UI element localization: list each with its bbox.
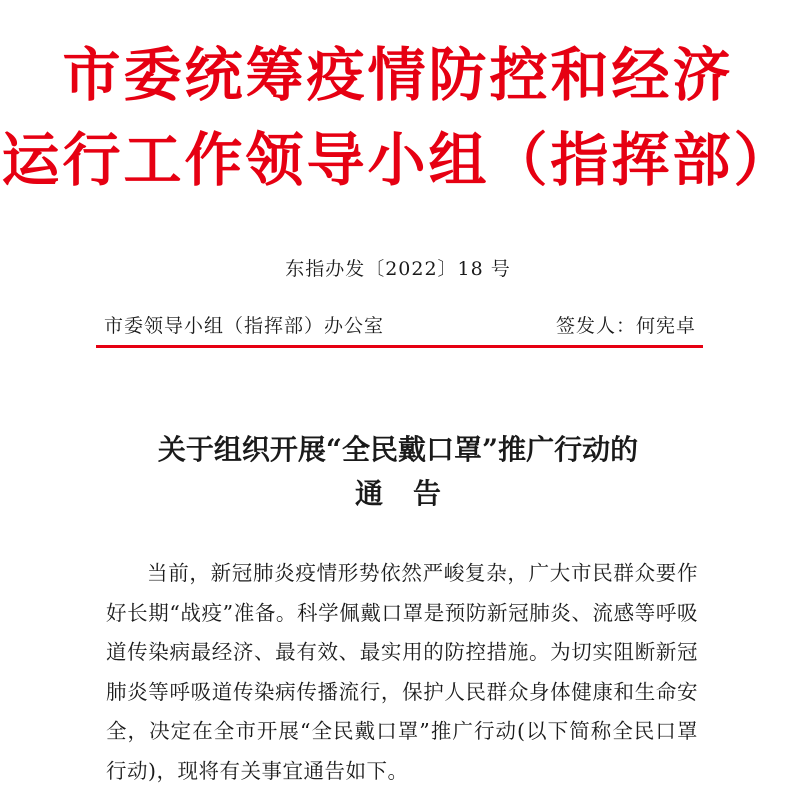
red-divider-line bbox=[96, 345, 703, 348]
signer: 签发人：何宪卓 bbox=[555, 315, 696, 337]
document-header-title-line-1: 市委统筹疫情防控和经济 bbox=[62, 41, 734, 109]
document-number: 东指办发〔2022〕18 号 bbox=[285, 258, 511, 280]
notice-title-line-1: 关于组织开展“全民戴口罩”推广行动的 bbox=[157, 433, 639, 466]
issuer-row bbox=[104, 311, 696, 341]
body-paragraph: 当前，新冠肺炎疫情形势依然严峻复杂，广大市民群众要作好长期“战疫”准备。科学佩戴口罩是预防新冠肺炎、流感等呼吸道传染病最经济、最有效、最实用的防控措施。为切实阻断新冠肺炎等呼吸道传染病传播流行，保护人民群众身体健康和生命安全，决定在全市开展“全民戴口罩”推广行动(以下简称全民口罩行动)，现将有关事宜通告如下。 bbox=[106, 561, 698, 783]
document-header-title-line-2: 运行工作领导小组（指挥部） bbox=[1, 126, 795, 194]
issuing-office: 市委领导小组（指挥部）办公室 bbox=[104, 315, 385, 337]
notice-title-line-2: 通告 bbox=[354, 477, 471, 510]
